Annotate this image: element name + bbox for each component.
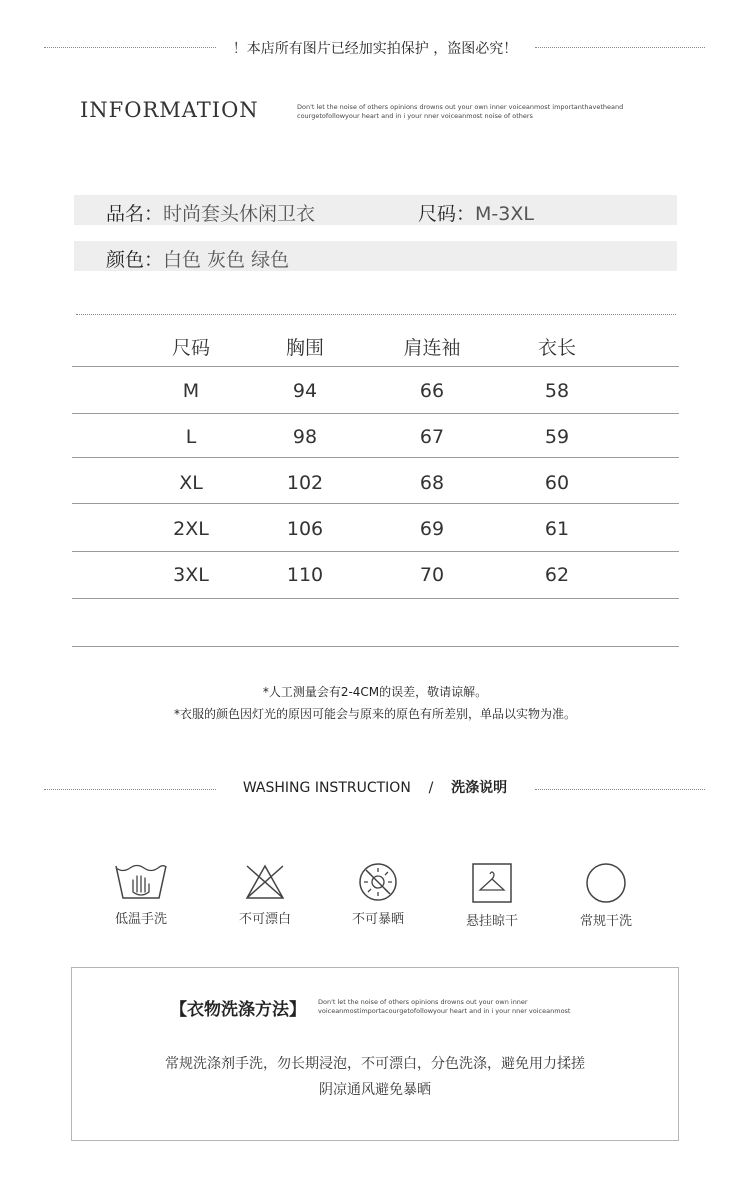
table-row-divider [72,413,679,414]
table-cell: 58 [544,380,570,402]
table-cell: M [182,380,200,402]
washing-method-text-2: 阴凉通风避免暴晒 [319,1082,431,1098]
table-top-divider [76,314,676,315]
table-row-divider [72,646,679,647]
table-cell: 67 [419,426,445,448]
color-note: *衣服的颜色因灯光的原因可能会与原来的原色有所差别，单品以实物为准。 [173,707,576,721]
table-header-cell: 胸围 [285,337,324,359]
table-cell: 2XL [173,518,209,540]
washing-method-subtitle: Don't let the noise of others opinions drowns out your own inner voiceanmostimportacourgetofollowyour heart and in i your nner voiceanmost [318,998,571,1015]
information-subtitle: Don't let the noise of others opinions drowns out your own inner voiceanmost importanthavetheand courgetofollowyour heart and in i your nner voiceanmost noise of others [297,103,624,120]
table-row-divider [72,503,679,504]
table-cell: XL [179,472,203,494]
copyright-notice: ！本店所有图片已经加实拍保护 ，盗图必究！ [0,38,750,58]
table-cell: 98 [292,426,318,448]
table-header-cell: 衣长 [537,337,576,359]
table-cell: 66 [419,380,445,402]
table-cell: 59 [544,426,570,448]
product-color: 颜色：白色 灰色 绿色 [106,249,290,271]
washing-title: WASHING INSTRUCTION / 洗涤说明 [242,780,508,796]
table-cell: 68 [419,472,445,494]
product-name: 品名：时尚套头休闲卫衣 [106,203,316,225]
table-cell: 102 [286,472,324,494]
hang-dry-icon: 悬挂晾干 [437,862,547,929]
table-cell: 62 [544,564,570,586]
hand-wash-icon: 低温手洗 [86,862,196,927]
no-sun-icon: 不可暴晒 [323,862,433,927]
table-cell: 70 [419,564,445,586]
table-cell: 110 [286,564,324,586]
table-row-divider [72,598,679,599]
table-header-cell: 肩连袖 [403,337,461,359]
table-cell: 106 [286,518,324,540]
table-cell: 3XL [173,564,209,586]
no-bleach-icon: 不可漂白 [210,862,320,927]
table-cell: 60 [544,472,570,494]
washing-method-text-1: 常规洗涤剂手洗，勿长期浸泡，不可漂白，分色洗涤，避免用力揉搓 [165,1056,585,1072]
table-cell: 61 [544,518,570,540]
table-row-divider [72,457,679,458]
table-cell: L [185,426,197,448]
measurement-note: *人工测量会有2-4CM的误差，敬请谅解。 [262,685,488,699]
information-title: INFORMATION [80,98,259,122]
table-cell: 94 [292,380,318,402]
product-size: 尺码：M-3XL [418,203,534,225]
table-row-divider [72,366,679,367]
washing-method-title: 【衣物洗涤方法】 [170,1000,306,1020]
tumble-dry-icon: 常规干洗 [551,862,661,929]
table-header-cell: 尺码 [171,337,210,359]
table-row-divider [72,551,679,552]
table-cell: 69 [419,518,445,540]
